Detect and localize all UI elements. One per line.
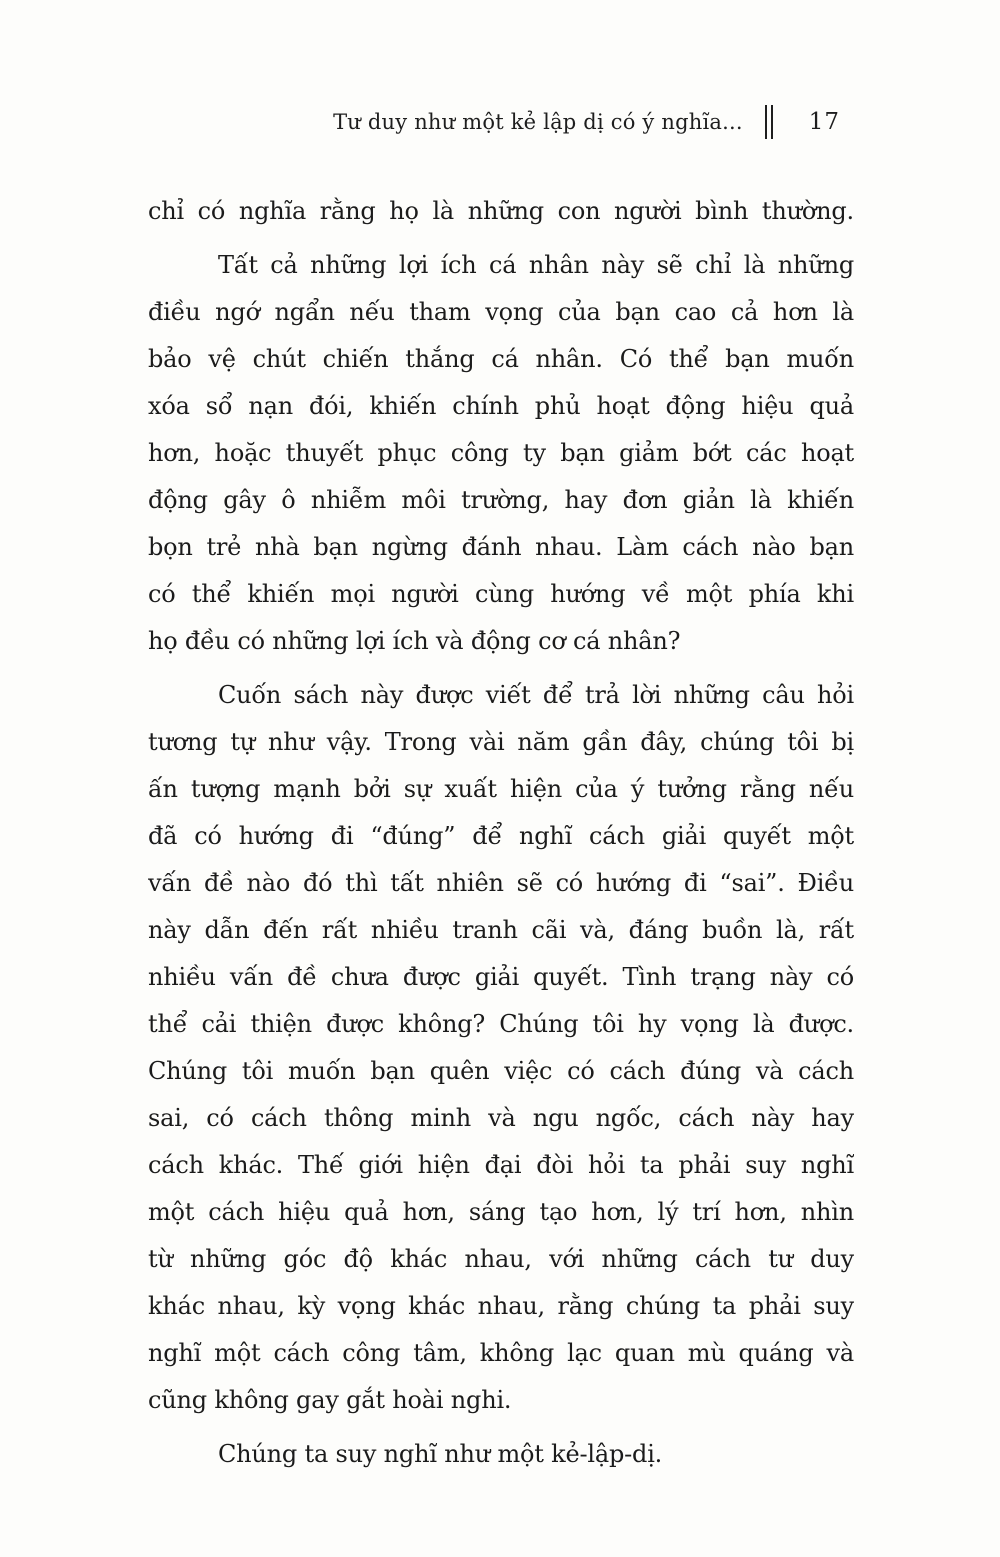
text-line: Cuốn sách này được viết để trả lời những câu hỏi bbox=[218, 681, 854, 709]
text-line: động gây ô nhiễm môi trường, hay đơn giản là khiến bbox=[148, 486, 854, 514]
double-vertical-bar-icon bbox=[765, 105, 773, 139]
page-header bbox=[0, 102, 840, 142]
text-line: Tất cả những lợi ích cá nhân này sẽ chỉ là những bbox=[218, 251, 854, 279]
text-line: một cách hiệu quả hơn, sáng tạo hơn, lý trí hơn, nhìn bbox=[148, 1198, 854, 1226]
text-line: ấn tượng mạnh bởi sự xuất hiện của ý tưởng rằng nếu bbox=[148, 775, 854, 803]
text-line: họ đều có những lợi ích và động cơ cá nhân? bbox=[148, 627, 681, 655]
text-line: chỉ có nghĩa rằng họ là những con người bình thường. bbox=[148, 197, 854, 225]
text-line: nghĩ một cách công tâm, không lạc quan mù quáng và bbox=[148, 1339, 854, 1367]
text-line: khác nhau, kỳ vọng khác nhau, rằng chúng ta phải suy bbox=[148, 1292, 854, 1320]
text-line: Chúng ta suy nghĩ như một kẻ-lập-dị. bbox=[218, 1440, 663, 1468]
text-line: từ những góc độ khác nhau, với những cách tư duy bbox=[148, 1245, 854, 1273]
running-title: Tư duy như một kẻ lập dị có ý nghĩa... bbox=[333, 110, 743, 134]
text-line: bảo vệ chút chiến thắng cá nhân. Có thể bạn muốn bbox=[148, 345, 854, 373]
text-line: sai, có cách thông minh và ngu ngốc, cách này hay bbox=[148, 1104, 854, 1132]
text-line: này dẫn đến rất nhiều tranh cãi và, đáng buồn là, rất bbox=[148, 916, 854, 944]
page-number: 17 bbox=[808, 109, 840, 135]
text-line: cách khác. Thế giới hiện đại đòi hỏi ta phải suy nghĩ bbox=[148, 1151, 854, 1179]
text-line: thể cải thiện được không? Chúng tôi hy vọng là được. bbox=[148, 1010, 854, 1038]
text-line: điều ngớ ngẩn nếu tham vọng của bạn cao cả hơn là bbox=[148, 298, 854, 326]
text-line: nhiều vấn đề chưa được giải quyết. Tình trạng này có bbox=[148, 963, 854, 991]
text-line: hơn, hoặc thuyết phục công ty bạn giảm bớt các hoạt bbox=[148, 439, 854, 467]
text-line: bọn trẻ nhà bạn ngừng đánh nhau. Làm cách nào bạn bbox=[148, 533, 854, 561]
page-body-text bbox=[148, 188, 854, 1478]
text-line: tương tự như vậy. Trong vài năm gần đây, chúng tôi bị bbox=[148, 728, 854, 756]
text-line: cũng không gay gắt hoài nghi. bbox=[148, 1386, 512, 1414]
text-line: Chúng tôi muốn bạn quên việc có cách đúng và cách bbox=[148, 1057, 854, 1085]
text-line: xóa sổ nạn đói, khiến chính phủ hoạt động hiệu quả bbox=[148, 392, 854, 420]
text-line: đã có hướng đi “đúng” để nghĩ cách giải quyết một bbox=[148, 822, 854, 850]
text-line: có thể khiến mọi người cùng hướng về một phía khi bbox=[148, 580, 854, 608]
text-line: vấn đề nào đó thì tất nhiên sẽ có hướng đi “sai”. Điều bbox=[148, 869, 854, 897]
